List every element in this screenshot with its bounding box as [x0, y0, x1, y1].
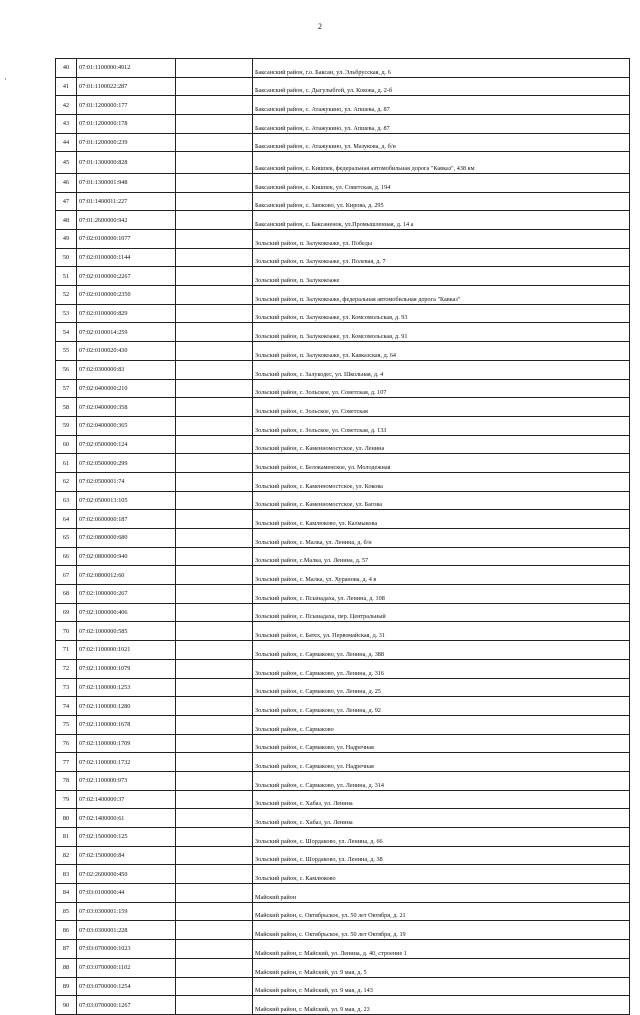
- table-row: [56, 96, 630, 115]
- cadastral-number: 07:03:0700000:1254: [77, 977, 176, 996]
- cadastral-number: 07:02:0100020:430: [77, 342, 176, 361]
- cadastral-number: 07:02:0400000:365: [77, 416, 176, 435]
- cadastral-number: 07:02:0800012:60: [77, 566, 176, 585]
- row-number: 49: [56, 230, 77, 249]
- row-number: 54: [56, 323, 77, 342]
- table-row: [56, 846, 630, 865]
- row-number: 55: [56, 342, 77, 361]
- table-row: [56, 491, 630, 510]
- table-row: [56, 771, 630, 790]
- object-address: Зольский район, с.Малка, ул. Ленина, д. 57: [253, 547, 630, 566]
- table-row: [56, 379, 630, 398]
- object-address: Зольский район, с. Псынадаха, ул. Ленина, д. 108: [253, 585, 630, 604]
- empty-cell: [176, 173, 253, 192]
- empty-cell: [176, 529, 253, 548]
- row-number: 72: [56, 659, 77, 678]
- cadastral-number: 07:03:0300001:159: [77, 902, 176, 921]
- cadastral-number: 07:03:0300001:228: [77, 921, 176, 940]
- empty-cell: [176, 641, 253, 660]
- cadastral-number: 07:01:1200000:178: [77, 115, 176, 134]
- object-address: Зольский район, п. Залукокоаже, федеральная автомобильная дорога "Кавказ": [253, 286, 630, 305]
- table-row: [56, 977, 630, 996]
- empty-cell: [176, 96, 253, 115]
- row-number: 76: [56, 734, 77, 753]
- table-row: [56, 809, 630, 828]
- cadastral-number: 07:03:0700000:1102: [77, 958, 176, 977]
- object-address: Зольский район, с. Сармаково, ул. Ленина, д. 388: [253, 641, 630, 660]
- table-row: [56, 659, 630, 678]
- cadastral-number: 07:01:2600000:942: [77, 211, 176, 230]
- object-address: Баксанский район, с. Дыгулыбгей, ул. Кокова, д. 2-б: [253, 77, 630, 96]
- object-address: Зольский район, с. Сармаково, ул. Надречная: [253, 753, 630, 772]
- cadastral-number: 07:03:0100000:44: [77, 884, 176, 903]
- row-number: 74: [56, 697, 77, 716]
- cadastral-number: 07:02:2600000:450: [77, 865, 176, 884]
- object-address: Зольский район, с. Псынадаха, пер. Центральный: [253, 603, 630, 622]
- object-address: Майский район, с. Октябрьское, ул. 50 лет Октября, д. 21: [253, 902, 630, 921]
- empty-cell: [176, 809, 253, 828]
- row-number: 86: [56, 921, 77, 940]
- empty-cell: [176, 454, 253, 473]
- cadastral-number: 07:02:1100000:973: [77, 771, 176, 790]
- cadastral-number: 07:02:0100000:1144: [77, 248, 176, 267]
- table-row: [56, 603, 630, 622]
- cadastral-number: 07:02:0800000:680: [77, 529, 176, 548]
- object-address: Зольский район, с. Зольское, ул. Советская, д. 133: [253, 416, 630, 435]
- cadastral-number: 07:02:1100000:1678: [77, 715, 176, 734]
- table-row: [56, 715, 630, 734]
- row-number: 84: [56, 884, 77, 903]
- empty-cell: [176, 566, 253, 585]
- table-row: [56, 790, 630, 809]
- table-row: [56, 360, 630, 379]
- empty-cell: [176, 115, 253, 134]
- row-number: 46: [56, 173, 77, 192]
- row-number: 69: [56, 603, 77, 622]
- table-row: [56, 323, 630, 342]
- empty-cell: [176, 977, 253, 996]
- object-address: Зольский район, с. Сармаково, ул. Надречная: [253, 734, 630, 753]
- object-address: Зольский район, п. Залукокоаже: [253, 267, 630, 286]
- table-row: [56, 510, 630, 529]
- cadastral-number: 07:01:1300000:828: [77, 152, 176, 174]
- row-number: 51: [56, 267, 77, 286]
- row-number: 66: [56, 547, 77, 566]
- cadastral-number: 07:02:1100000:1079: [77, 659, 176, 678]
- table-row: [56, 996, 630, 1015]
- object-address: Зольский район, с. Сармаково, ул. Ленина, д. 25: [253, 678, 630, 697]
- object-address: Зольский район, с. Малка, ул. Ленина, д. б/н: [253, 529, 630, 548]
- table-row: [56, 865, 630, 884]
- row-number: 58: [56, 398, 77, 417]
- object-address: Баксанский район, с. Атажукино, ул. Апшева, д. 87: [253, 115, 630, 134]
- row-number: 71: [56, 641, 77, 660]
- object-address: Зольский район, п. Залукокоаже, ул. Полевая, д. 7: [253, 248, 630, 267]
- empty-cell: [176, 921, 253, 940]
- empty-cell: [176, 267, 253, 286]
- table-row: [56, 59, 630, 78]
- empty-cell: [176, 622, 253, 641]
- table-row: [56, 622, 630, 641]
- row-number: 57: [56, 379, 77, 398]
- table-row: [56, 77, 630, 96]
- table-row: [56, 902, 630, 921]
- row-number: 47: [56, 192, 77, 211]
- object-address: Зольский район, с. Хабаз, ул. Ленина: [253, 790, 630, 809]
- object-address: Баксанский район, с. Атажукино, ул. Мазукова, д. б/н: [253, 133, 630, 152]
- row-number: 42: [56, 96, 77, 115]
- table-row: [56, 267, 630, 286]
- table-row: [56, 678, 630, 697]
- object-address: Зольский район, с. Зольское, ул. Советская: [253, 398, 630, 417]
- row-number: 90: [56, 996, 77, 1015]
- row-number: 75: [56, 715, 77, 734]
- row-number: 52: [56, 286, 77, 305]
- row-number: 60: [56, 435, 77, 454]
- cadastral-number: 07:01:1300001:948: [77, 173, 176, 192]
- object-address: Зольский район, с. Сармаково, ул. Ленина, д. 316: [253, 659, 630, 678]
- table-row: [56, 585, 630, 604]
- empty-cell: [176, 771, 253, 790]
- empty-cell: [176, 398, 253, 417]
- empty-cell: [176, 753, 253, 772]
- object-address: Зольский район, с. Залукодес, ул. Школьная, д. 4: [253, 360, 630, 379]
- object-address: Зольский район, с. Сармаково, ул. Ленина, д. 314: [253, 771, 630, 790]
- table-row: [56, 133, 630, 152]
- row-number: 68: [56, 585, 77, 604]
- cadastral-number: 07:02:1100000:1253: [77, 678, 176, 697]
- row-number: 41: [56, 77, 77, 96]
- empty-cell: [176, 230, 253, 249]
- page-number: 2: [318, 22, 322, 31]
- empty-cell: [176, 884, 253, 903]
- object-address: Зольский район, с. Зольское, ул. Советская, д. 107: [253, 379, 630, 398]
- cadastral-number: 07:02:0100000:2267: [77, 267, 176, 286]
- empty-cell: [176, 77, 253, 96]
- object-address: Зольский район, с. Каменномостское, ул. Кокова: [253, 472, 630, 491]
- cadastral-number: 07:01:1200000:239: [77, 133, 176, 152]
- object-address: Баксанский район, с. Атажукино, ул. Апшева, д. 87: [253, 96, 630, 115]
- table-row: [56, 304, 630, 323]
- row-number: 89: [56, 977, 77, 996]
- object-address: Зольский район, с. Сармаково, ул. Ленина, д. 92: [253, 697, 630, 716]
- table-row: [56, 921, 630, 940]
- cadastral-number: 07:02:1100000:1709: [77, 734, 176, 753]
- row-number: 53: [56, 304, 77, 323]
- empty-cell: [176, 435, 253, 454]
- object-address: Зольский район, с. Шордаково, ул. Ленина, д. 38: [253, 846, 630, 865]
- objects-table: [55, 58, 630, 1015]
- empty-cell: [176, 958, 253, 977]
- row-number: 56: [56, 360, 77, 379]
- empty-cell: [176, 342, 253, 361]
- object-address: Зольский район, с. Камлюково: [253, 865, 630, 884]
- table-row: [56, 641, 630, 660]
- empty-cell: [176, 715, 253, 734]
- table-row: [56, 342, 630, 361]
- object-address: Зольский район, п. Залукокоаже, ул. Комсомольская, д. 91: [253, 323, 630, 342]
- empty-cell: [176, 828, 253, 847]
- empty-cell: [176, 902, 253, 921]
- object-address: Майский район, г. Майский, ул. 9 мая, д. 5: [253, 958, 630, 977]
- cadastral-number: 07:01:1100000:4912: [77, 59, 176, 78]
- row-number: 88: [56, 958, 77, 977]
- empty-cell: [176, 585, 253, 604]
- cadastral-number: 07:02:0100000:829: [77, 304, 176, 323]
- empty-cell: [176, 360, 253, 379]
- table-row: [56, 115, 630, 134]
- row-number: 62: [56, 472, 77, 491]
- cadastral-number: 07:03:0700000:1023: [77, 940, 176, 959]
- cadastral-number: 07:02:0500001:74: [77, 472, 176, 491]
- empty-cell: [176, 192, 253, 211]
- row-number: 59: [56, 416, 77, 435]
- object-address: Майский район, г. Майский, ул. 9 мая, д. 143: [253, 977, 630, 996]
- table-row: [56, 940, 630, 959]
- table-row: [56, 230, 630, 249]
- table-row: [56, 529, 630, 548]
- table-row: [56, 152, 630, 174]
- row-number: 85: [56, 902, 77, 921]
- cadastral-number: 07:02:1000000:406: [77, 603, 176, 622]
- table-row: [56, 173, 630, 192]
- row-number: 45: [56, 152, 77, 174]
- empty-cell: [176, 510, 253, 529]
- object-address: Баксанский район, с. Баксаненок, ул.Промышленная, д. 14 а: [253, 211, 630, 230]
- table-row: [56, 566, 630, 585]
- empty-cell: [176, 659, 253, 678]
- cadastral-number: 07:02:1400000:37: [77, 790, 176, 809]
- row-number: 67: [56, 566, 77, 585]
- margin-mark: ·: [4, 75, 7, 84]
- object-address: Зольский район, п. Залукокоаже, ул. Кавказская, д. 64: [253, 342, 630, 361]
- object-address: Зольский район, с. Малка, ул. Хуранова, д. 4 в: [253, 566, 630, 585]
- object-address: Зольский район, п. Залукокоаже, ул. Победы: [253, 230, 630, 249]
- cadastral-number: 07:02:0500000:124: [77, 435, 176, 454]
- cadastral-number: 07:02:1100000:1732: [77, 753, 176, 772]
- cadastral-number: 07:02:1400000:61: [77, 809, 176, 828]
- row-number: 73: [56, 678, 77, 697]
- table-body: [56, 59, 630, 1015]
- row-number: 70: [56, 622, 77, 641]
- cadastral-number: 07:02:0500013:105: [77, 491, 176, 510]
- table-row: [56, 454, 630, 473]
- row-number: 61: [56, 454, 77, 473]
- empty-cell: [176, 152, 253, 174]
- row-number: 80: [56, 809, 77, 828]
- row-number: 50: [56, 248, 77, 267]
- cadastral-number: 07:02:1100000:1280: [77, 697, 176, 716]
- cadastral-number: 07:02:0800000:940: [77, 547, 176, 566]
- empty-cell: [176, 940, 253, 959]
- table-row: [56, 828, 630, 847]
- cadastral-number: 07:02:1000000:585: [77, 622, 176, 641]
- table-row: [56, 547, 630, 566]
- empty-cell: [176, 603, 253, 622]
- row-number: 87: [56, 940, 77, 959]
- object-address: Зольский район, с. Батех, ул. Первомайская, д. 31: [253, 622, 630, 641]
- empty-cell: [176, 790, 253, 809]
- cadastral-number: 07:02:1500000:125: [77, 828, 176, 847]
- empty-cell: [176, 133, 253, 152]
- cadastral-number: 07:02:1100000:1021: [77, 641, 176, 660]
- cadastral-number: 07:02:0400000:210: [77, 379, 176, 398]
- cadastral-number: 07:02:0500000:299: [77, 454, 176, 473]
- empty-cell: [176, 734, 253, 753]
- row-number: 43: [56, 115, 77, 134]
- table-row: [56, 398, 630, 417]
- object-address: Майский район, с. Октябрьское, ул. 50 лет Октября, д. 19: [253, 921, 630, 940]
- empty-cell: [176, 491, 253, 510]
- object-address: Зольский район, с. Белокаменское, ул. Молодежная: [253, 454, 630, 473]
- cadastral-number: 07:01:1200000:177: [77, 96, 176, 115]
- object-address: Зольский район, с. Шордаково, ул. Ленина, д. 66: [253, 828, 630, 847]
- cadastral-number: 07:02:0600000:187: [77, 510, 176, 529]
- table-row: [56, 286, 630, 305]
- table-row: [56, 734, 630, 753]
- row-number: 79: [56, 790, 77, 809]
- empty-cell: [176, 248, 253, 267]
- object-address: Зольский район, с. Каменномостское, ул. Ленина: [253, 435, 630, 454]
- row-number: 64: [56, 510, 77, 529]
- row-number: 44: [56, 133, 77, 152]
- cadastral-number: 07:02:1500000:84: [77, 846, 176, 865]
- empty-cell: [176, 323, 253, 342]
- empty-cell: [176, 416, 253, 435]
- empty-cell: [176, 678, 253, 697]
- empty-cell: [176, 865, 253, 884]
- table-row: [56, 211, 630, 230]
- empty-cell: [176, 379, 253, 398]
- row-number: 48: [56, 211, 77, 230]
- empty-cell: [176, 472, 253, 491]
- row-number: 40: [56, 59, 77, 78]
- cadastral-number: 07:02:0300000:83: [77, 360, 176, 379]
- table-row: [56, 697, 630, 716]
- row-number: 77: [56, 753, 77, 772]
- object-address: Зольский район, с. Камлюково, ул. Калмыкова: [253, 510, 630, 529]
- cadastral-number: 07:02:0100014:259: [77, 323, 176, 342]
- object-address: Зольский район, с. Хабаз, ул. Ленина: [253, 809, 630, 828]
- row-number: 81: [56, 828, 77, 847]
- object-address: Баксанский район, г.о. Баксан, ул. Эльбрусская, д. 6: [253, 59, 630, 78]
- object-address: Зольский район, п. Залукокоаже, ул. Комсомольская, д. 93: [253, 304, 630, 323]
- object-address: Майский район, г. Майский, ул. Ленина, д. 40, строение 1: [253, 940, 630, 959]
- object-address: Баксанский район, с. Кишпек, федеральная автомобильная дорога "Кавказ", 438 км: [253, 152, 630, 174]
- row-number: 65: [56, 529, 77, 548]
- row-number: 83: [56, 865, 77, 884]
- object-address: Баксанский район, с. Заюково, ул. Кирова, д. 295: [253, 192, 630, 211]
- table-row: [56, 753, 630, 772]
- cadastral-number: 07:02:1000000:267: [77, 585, 176, 604]
- row-number: 78: [56, 771, 77, 790]
- row-number: 63: [56, 491, 77, 510]
- cadastral-number: 07:02:0400000:358: [77, 398, 176, 417]
- object-address: Майский район: [253, 884, 630, 903]
- empty-cell: [176, 59, 253, 78]
- cadastral-number: 07:02:0100000:1077: [77, 230, 176, 249]
- object-address: Баксанский район, с. Кишпек, ул. Советская, д. 194: [253, 173, 630, 192]
- table-row: [56, 884, 630, 903]
- cadastral-number: 07:01:1400011:227: [77, 192, 176, 211]
- row-number: 82: [56, 846, 77, 865]
- empty-cell: [176, 286, 253, 305]
- table-row: [56, 435, 630, 454]
- object-address: Зольский район, с. Сармаково: [253, 715, 630, 734]
- cadastral-number: 07:03:0700000:1267: [77, 996, 176, 1015]
- empty-cell: [176, 304, 253, 323]
- table-row: [56, 192, 630, 211]
- table-row: [56, 416, 630, 435]
- table-row: [56, 958, 630, 977]
- cadastral-number: 07:02:0100000:2350: [77, 286, 176, 305]
- empty-cell: [176, 697, 253, 716]
- cadastral-number: 07:01:1100022:287: [77, 77, 176, 96]
- empty-cell: [176, 996, 253, 1015]
- object-address: Зольский район, с. Каменномостское, ул. Багова: [253, 491, 630, 510]
- object-address: Майский район, г. Майский, ул. 9 мая, д. 23: [253, 996, 630, 1015]
- empty-cell: [176, 846, 253, 865]
- table-row: [56, 248, 630, 267]
- empty-cell: [176, 211, 253, 230]
- table-row: [56, 472, 630, 491]
- empty-cell: [176, 547, 253, 566]
